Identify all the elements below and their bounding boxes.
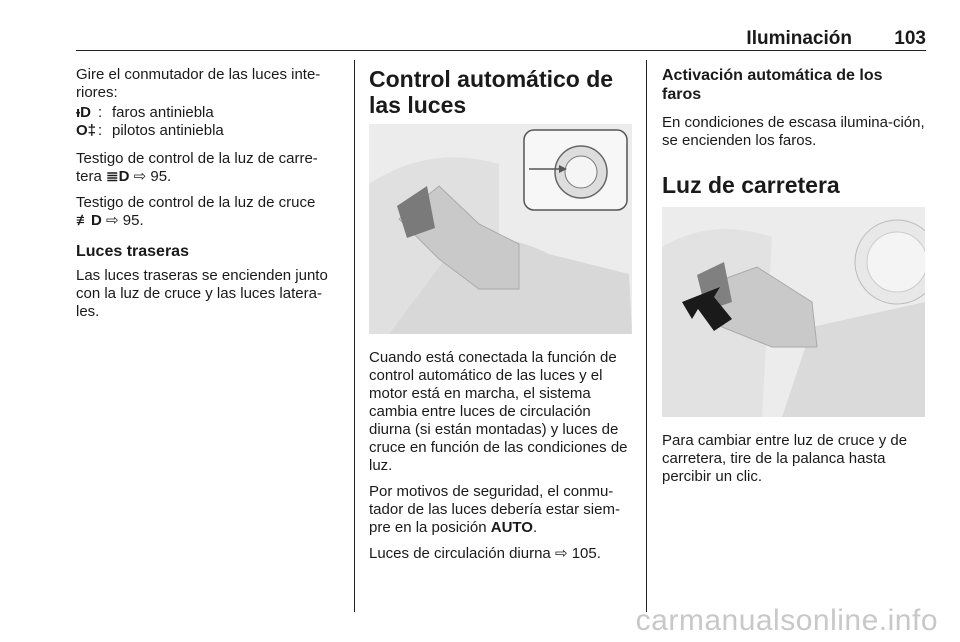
- safety-note-text: Por motivos de seguridad, el conmu-tador de las luces debería estar siem-pre en la posición: [369, 483, 620, 536]
- page-reference-link[interactable]: 95.: [122, 212, 144, 229]
- header-divider: [76, 50, 926, 51]
- front-fog-light-icon: ᵻD: [76, 104, 91, 121]
- high-beam-icon: ≣D: [106, 168, 130, 185]
- column-divider-left: [354, 60, 355, 612]
- daytime-running-lights-ref: [369, 545, 635, 563]
- lever-drawing: [662, 207, 925, 417]
- page-number: 103: [894, 28, 926, 49]
- light-switch-drawing: [369, 124, 632, 334]
- auto-headlight-heading: Activación automática de los faros: [662, 67, 883, 103]
- left-column: [76, 66, 342, 329]
- high-beam-heading: Luz de carretera: [662, 172, 840, 198]
- watermark: carmanualsonline.info: [635, 604, 938, 637]
- safety-note: [369, 483, 635, 537]
- high-beam-indicator-label: Testigo de control de la luz de carre-tera: [76, 150, 318, 185]
- column-divider-right: [646, 60, 647, 612]
- low-beam-indicator-text: [76, 194, 342, 230]
- middle-column-body: [369, 349, 635, 571]
- rear-lights-text: Las luces traseras se encienden junto con la luz de cruce y las luces latera-les.: [76, 267, 328, 320]
- right-column-body: [662, 432, 928, 494]
- symbol-label: faros antiniebla: [112, 104, 214, 121]
- symbol-separator: :: [98, 122, 103, 139]
- page-header: [76, 28, 926, 50]
- low-beam-icon: ≢D: [76, 212, 102, 229]
- symbol-label: pilotos antiniebla: [112, 122, 224, 139]
- high-beam-lever-illustration: [662, 207, 925, 417]
- daytime-running-lights-label: Luces de circulación diurna: [369, 545, 551, 562]
- auto-light-control-heading: Control automático de las luces: [369, 66, 614, 118]
- high-beam-text: Para cambiar entre luz de cruce y de carretera, tire de la palanca hasta percibir un clic.: [662, 432, 908, 485]
- middle-column: [369, 66, 633, 118]
- page-reference-link[interactable]: 105.: [571, 545, 601, 562]
- auto-position-label: AUTO: [490, 519, 533, 536]
- reference-arrow-icon: ⇨: [133, 168, 147, 185]
- page-reference-link[interactable]: 95.: [150, 168, 172, 185]
- safety-note-end: .: [532, 519, 538, 536]
- high-beam-indicator-text: [76, 150, 342, 186]
- low-beam-indicator-label: Testigo de control de la luz de cruce: [76, 194, 316, 211]
- rear-lights-heading: Luces traseras: [76, 243, 189, 260]
- auto-headlight-text: En condiciones de escasa ilumina-ción, se encienden los faros.: [662, 114, 925, 149]
- light-switch-illustration: [369, 124, 632, 334]
- intro-text: Gire el conmutador de las luces inte-riores:: [76, 66, 321, 101]
- symbol-separator: :: [98, 104, 103, 121]
- rear-fog-light-icon: O‡: [76, 122, 97, 139]
- right-column: [662, 66, 926, 198]
- reference-arrow-icon: ⇨: [554, 545, 568, 562]
- reference-arrow-icon: ⇨: [106, 212, 119, 229]
- auto-light-description: Cuando está conectada la función de control automático de las luces y el motor está en marcha, el sistema cambia entre luces de circulación diurna (si están montadas) y luces de cruce en función de las condiciones de luz.: [369, 349, 628, 474]
- section-title: Iluminación: [746, 28, 852, 49]
- symbol-row-fog-rear: [76, 122, 342, 140]
- symbol-row-fog-front: [76, 104, 342, 122]
